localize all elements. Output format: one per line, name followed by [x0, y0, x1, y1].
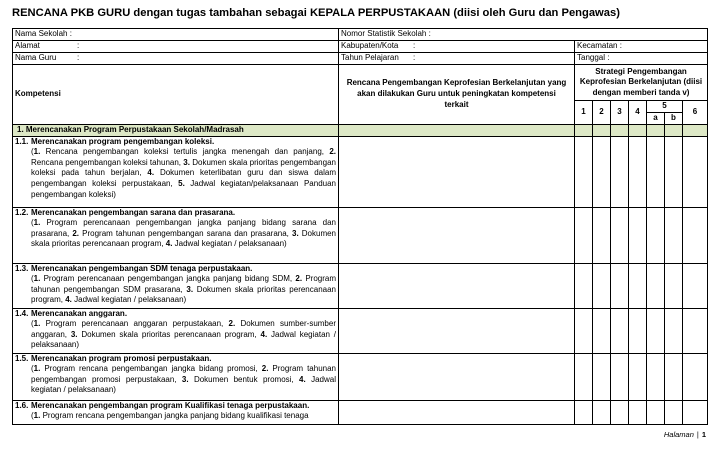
header-col-5b: b [665, 113, 683, 125]
check-cell[interactable] [611, 308, 629, 353]
competency-row [13, 136, 708, 207]
footer-label: Halaman [663, 430, 694, 439]
check-cell[interactable] [611, 263, 629, 308]
header-row-1 [13, 65, 708, 101]
header-strategi: Strategi Pengembangan Keprofesian Berkelanjutan (diisi dengan memberi tanda v) [575, 65, 708, 101]
competency-cell: 1.3. Merencanakan pengembangan SDM tenaga perpustakaan. (1. Program perencanaan pengembangan jangka panjang bidang SDM, 2. Program tahunan pengembangan SDM prasarana, 3. Dokumen skala prioritas perencanaan program, 4. Jadwal kegiatan / pelaksanaan) [13, 263, 339, 308]
address-field[interactable]: Alamat : [13, 41, 339, 53]
header-rencana: Rencana Pengembangan Keprofesian Berkelanjutan yang akan dilakukan Guru untuk peningkatan kompetensi terkait [339, 65, 575, 125]
header-kompetensi: Kompetensi [13, 65, 339, 125]
footer-separator: | [696, 430, 699, 439]
check-cell[interactable] [593, 263, 611, 308]
district-field[interactable]: Kecamatan : [575, 41, 708, 53]
page-number: 1 [701, 430, 706, 439]
header-col-3: 3 [611, 101, 629, 125]
check-cell[interactable] [683, 400, 708, 424]
check-cell[interactable] [575, 136, 593, 207]
check-cell[interactable] [647, 353, 665, 400]
competency-cell: 1.4. Merencanakan anggaran. (1. Program perencanaan anggaran perpustakaan, 2. Dokumen sumber-sumber anggaran, 3. Dokumen skala prioritas perencanaan program, 4. Jadwal kegiatan / pelaksanaan) [13, 308, 339, 353]
competency-row [13, 308, 708, 353]
check-cell[interactable] [629, 353, 647, 400]
school-year-field[interactable]: Tahun Pelajaran : [339, 53, 575, 65]
plan-cell[interactable] [339, 400, 575, 424]
check-cell[interactable] [611, 400, 629, 424]
header-col-5: 5 [647, 101, 683, 113]
check-cell[interactable] [683, 207, 708, 263]
check-cell[interactable] [629, 263, 647, 308]
statistic-number-field[interactable]: Nomor Statistik Sekolah : [339, 29, 708, 41]
check-cell[interactable] [629, 308, 647, 353]
header-col-1: 1 [575, 101, 593, 125]
check-cell[interactable] [683, 308, 708, 353]
check-cell[interactable] [647, 263, 665, 308]
competency-row [13, 400, 708, 424]
info-row-3 [13, 53, 708, 65]
check-cell[interactable] [665, 308, 683, 353]
plan-cell[interactable] [339, 353, 575, 400]
check-cell[interactable] [647, 400, 665, 424]
check-cell[interactable] [611, 136, 629, 207]
check-cell[interactable] [683, 353, 708, 400]
plan-cell[interactable] [339, 308, 575, 353]
check-cell[interactable] [629, 207, 647, 263]
check-cell[interactable] [593, 308, 611, 353]
competency-row [13, 263, 708, 308]
check-cell[interactable] [665, 353, 683, 400]
check-cell[interactable] [575, 207, 593, 263]
info-row-1 [13, 29, 708, 41]
competency-row [13, 353, 708, 400]
page-footer [664, 430, 706, 439]
page-title: RENCANA PKB GURU dengan tugas tambahan sebagai KEPALA PERPUSTAKAAN (diisi oleh Guru dan Pengawas) [12, 7, 620, 19]
check-cell[interactable] [593, 353, 611, 400]
check-cell[interactable] [683, 136, 708, 207]
check-cell[interactable] [593, 207, 611, 263]
check-cell[interactable] [611, 353, 629, 400]
section-title: 1. Merencanakan Program Perpustakaan Sekolah/Madrasah [13, 124, 339, 136]
section-cell [339, 124, 575, 136]
competency-row [13, 207, 708, 263]
pkb-plan-table [12, 28, 708, 425]
check-cell[interactable] [593, 400, 611, 424]
regency-field[interactable]: Kabupaten/Kota : [339, 41, 575, 53]
school-name-field[interactable]: Nama Sekolah : [13, 29, 339, 41]
check-cell[interactable] [611, 207, 629, 263]
check-cell[interactable] [665, 136, 683, 207]
date-field[interactable]: Tanggal : [575, 53, 708, 65]
competency-cell: 1.1. Merencanakan program pengembangan koleksi. (1. Rencana pengembangan koleksi tertulis jangka menengah dan panjang, 2. Rencana pengembangan koleksi tahunan, 3. Dokumen skala prioritas pengembangan koleksi pada tahun berjalan, 4. Dokumen keterlibatan guru dan siswa dalam pengembangan koleksi perpustakaan, 5. Jadwal kegiatan/pelaksanaan Panduan pengembangan koleksi) [13, 136, 339, 207]
header-col-6: 6 [683, 101, 708, 125]
check-cell[interactable] [665, 263, 683, 308]
check-cell[interactable] [683, 263, 708, 308]
competency-cell: 1.2. Merencanakan pengembangan sarana dan prasarana. (1. Program perencanaan pengembangan jangka panjang bidang sarana dan prasarana, 2. Program tahunan pengembangan sarana dan prasarana, 3. Dokumen skala prioritas perencanaan program, 4. Jadwal kegiatan / pelaksanaan) [13, 207, 339, 263]
plan-cell[interactable] [339, 207, 575, 263]
teacher-name-field[interactable]: Nama Guru : [13, 53, 339, 65]
check-cell[interactable] [647, 207, 665, 263]
check-cell[interactable] [575, 400, 593, 424]
header-col-5a: a [647, 113, 665, 125]
check-cell[interactable] [665, 207, 683, 263]
check-cell[interactable] [629, 400, 647, 424]
competency-cell: 1.5. Merencanakan program promosi perpustakaan. (1. Program rencana pengembangan jangka bidang promosi, 2. Program tahunan pengembangan promosi perpustakaan, 3. Dokumen bentuk promosi, 4. Jadwal kegiatan / pelaksanaan) [13, 353, 339, 400]
check-cell[interactable] [593, 136, 611, 207]
info-row-2 [13, 41, 708, 53]
check-cell[interactable] [647, 308, 665, 353]
check-cell[interactable] [575, 353, 593, 400]
check-cell[interactable] [575, 263, 593, 308]
check-cell[interactable] [629, 136, 647, 207]
competency-cell: 1.6. Merencanakan pengembangan program Kualifikasi tenaga perpustakaan. (1. Program rencana pengembangan jangka panjang bidang kualifikasi tenaga [13, 400, 339, 424]
header-col-4: 4 [629, 101, 647, 125]
check-cell[interactable] [647, 136, 665, 207]
plan-cell[interactable] [339, 136, 575, 207]
check-cell[interactable] [665, 400, 683, 424]
header-col-2: 2 [593, 101, 611, 125]
plan-cell[interactable] [339, 263, 575, 308]
check-cell[interactable] [575, 308, 593, 353]
section-row [13, 124, 708, 136]
